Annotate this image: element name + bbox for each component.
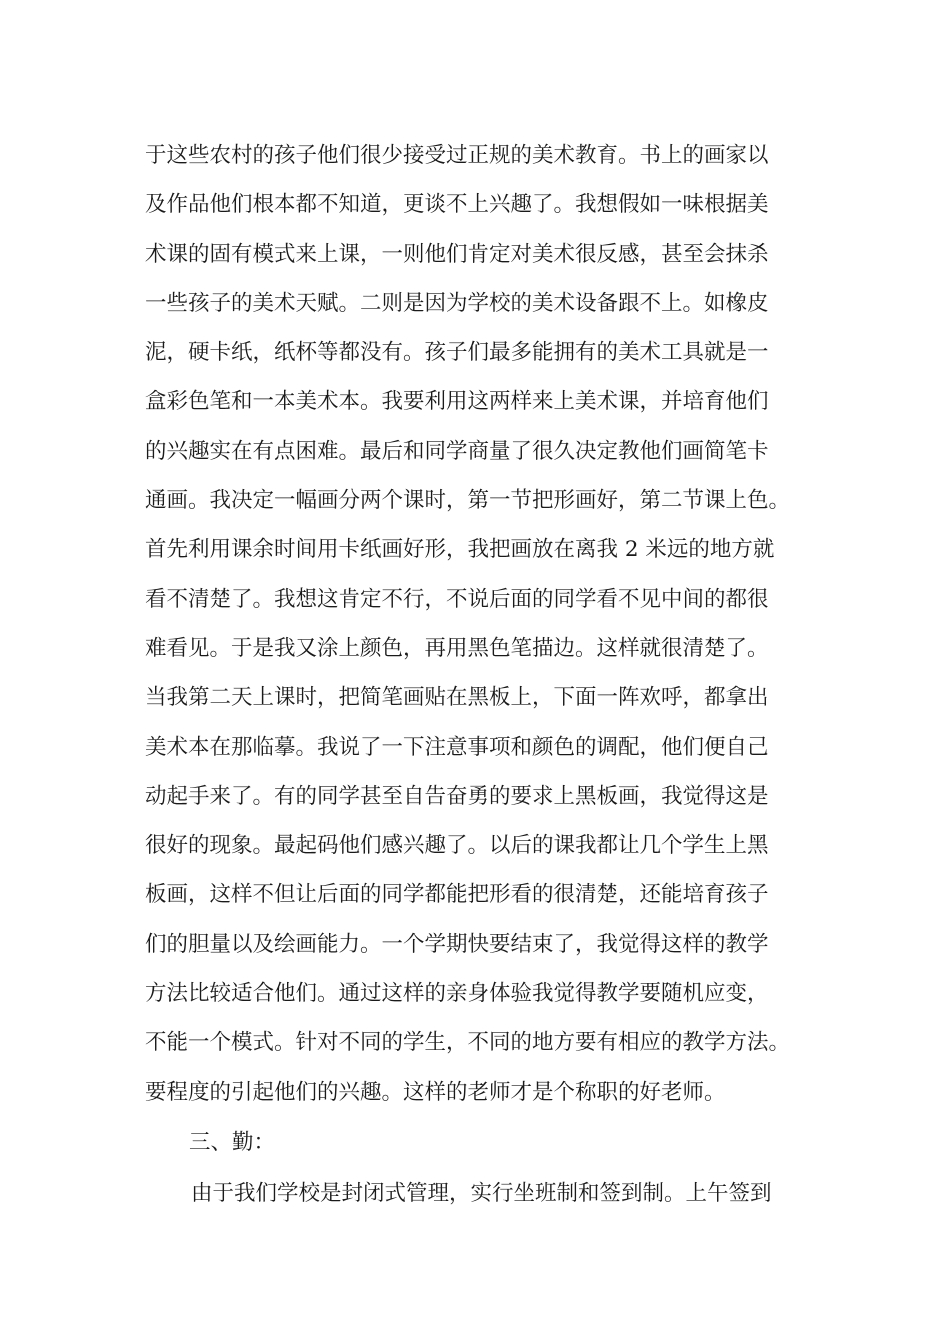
paragraph-line: 不能一个模式。针对不同的学生，不同的地方要有相应的教学方法。 [145,1030,791,1056]
paragraph-line: 当我第二天上课时，把简笔画贴在黑板上，下面一阵欢呼，都拿出 [145,685,769,711]
paragraph-line: 板画，这样不但让后面的同学都能把形看的很清楚，还能培育孩子 [145,882,769,908]
paragraph-line: 通画。我决定一幅画分两个课时，第一节把形画好，第二节课上色。 [145,488,791,514]
paragraph-line: 难看见。于是我又涂上颜色，再用黑色笔描边。这样就很清楚了。 [145,635,769,661]
paragraph-line: 方法比较适合他们。通过这样的亲身体验我觉得教学要随机应变， [145,981,769,1007]
paragraph-line: 很好的现象。最起码他们感兴趣了。以后的课我都让几个学生上黑 [145,833,769,859]
paragraph-line: 一些孩子的美术天赋。二则是因为学校的美术设备跟不上。如橡皮 [145,290,769,316]
paragraph-line: 泥，硬卡纸，纸杯等都没有。孩子们最多能拥有的美术工具就是一 [145,340,769,366]
paragraph-line: 看不清楚了。我想这肯定不行，不说后面的同学看不见中间的都很 [145,586,769,612]
paragraph-line: 美术本在那临摹。我说了一下注意事项和颜色的调配，他们便自己 [145,734,769,760]
paragraph-line: 动起手来了。有的同学甚至自告奋勇的要求上黑板画，我觉得这是 [145,783,769,809]
paragraph-line: 于这些农村的孩子他们很少接受过正规的美术教育。书上的画家以 [145,143,769,168]
paragraph-line: 及作品他们根本都不知道，更谈不上兴趣了。我想假如一味根据美 [145,192,769,218]
paragraph-line: 要程度的引起他们的兴趣。这样的老师才是个称职的好老师。 [145,1079,726,1105]
document-body [145,131,845,1219]
paragraph-line: 术课的固有模式来上课，一则他们肯定对美术很反感，甚至会抹杀 [145,241,769,267]
section-heading: 三、勤： [189,1129,276,1155]
paragraph-line: 盒彩色笔和一本美术本。我要利用这两样来上美术课，并培育他们 [145,389,769,415]
paragraph-line: 们的胆量以及绘画能力。一个学期快要结束了，我觉得这样的教学 [145,931,769,957]
paragraph-line: 由于我们学校是封闭式管理，实行坐班制和签到制。上午签到 [191,1181,772,1207]
paragraph-line: 首先利用课余时间用卡纸画好形，我把画放在离我 2 米远的地方就 [145,537,775,563]
paragraph-line: 的兴趣实在有点困难。最后和同学商量了很久决定教他们画简笔卡 [145,438,769,464]
